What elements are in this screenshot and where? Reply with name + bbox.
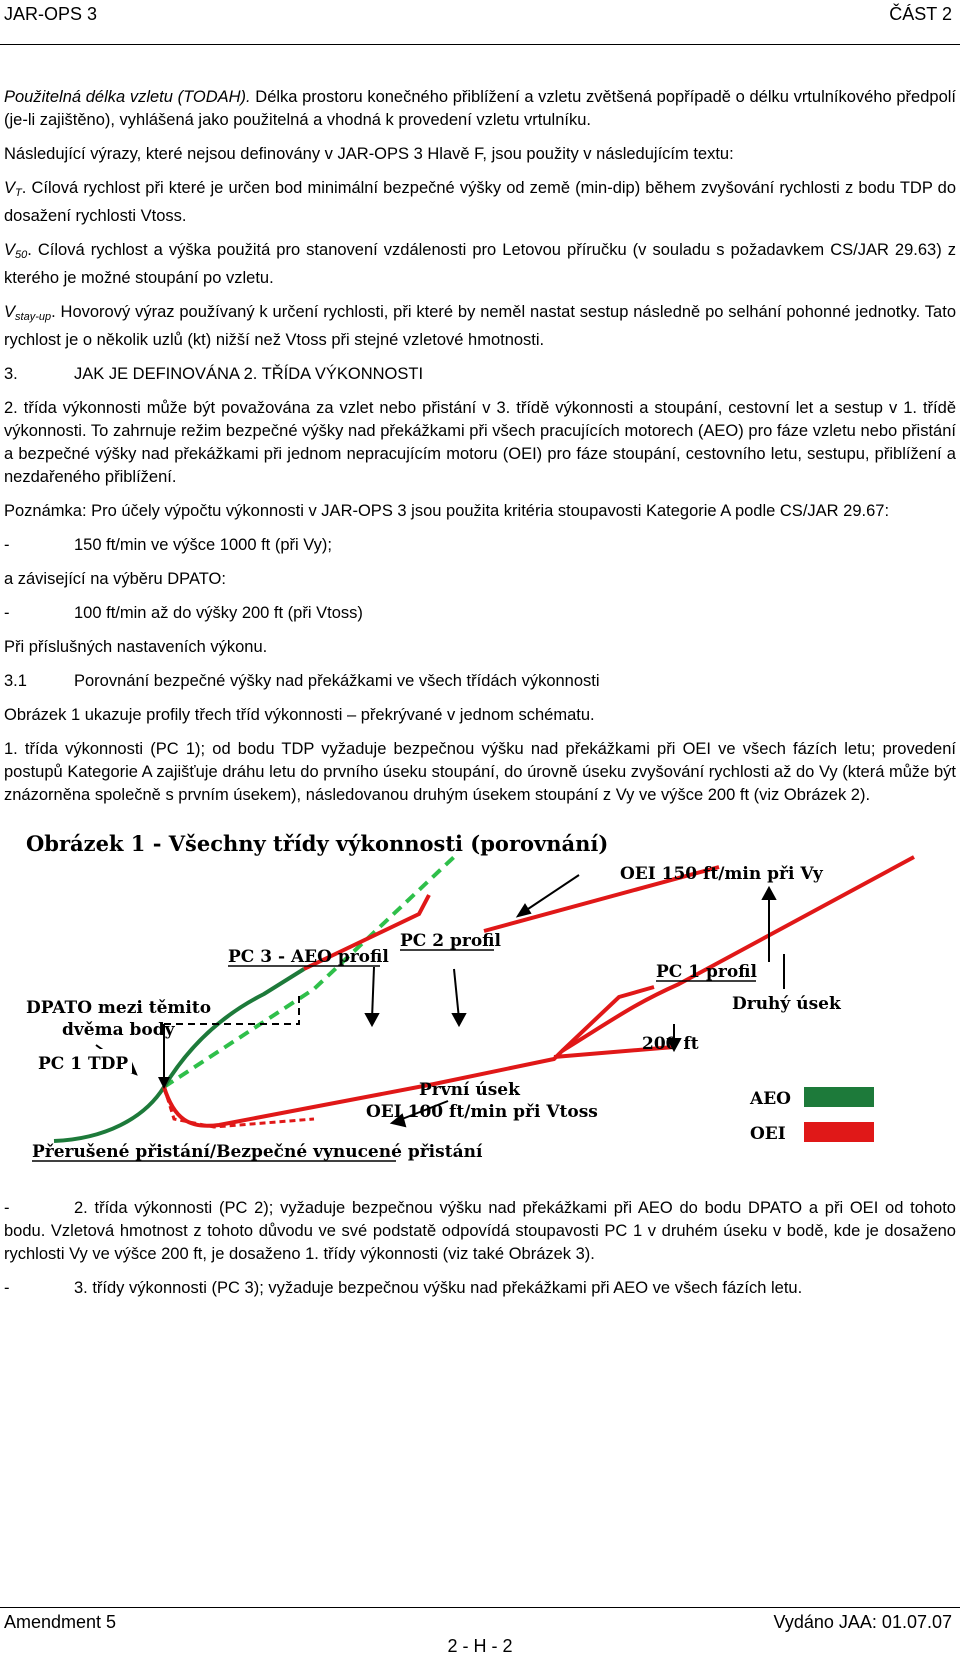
figure-1 bbox=[14, 819, 949, 1179]
bullet-150ft bbox=[4, 534, 956, 557]
page-header bbox=[0, 0, 960, 45]
v50-text: . Cílová rychlost a výška použitá pro stanovení vzdálenosti pro Letovou příručku (v souladu s požadavkem CS/JAR 29.63) z kterého je možné stoupání po vzletu. bbox=[4, 241, 956, 287]
bullet-pc3 bbox=[4, 1277, 956, 1300]
oei-line-pc1-climb bbox=[562, 857, 914, 1051]
label-dpato-2: dvěma body bbox=[62, 1020, 175, 1040]
figure-title: Obrázek 1 - Všechny třídy výkonnosti (porovnání) bbox=[26, 831, 609, 856]
vstay-subscript: stay-up bbox=[15, 311, 52, 323]
label-pc1: PC 1 profil bbox=[656, 962, 757, 982]
section-3-title: JAK JE DEFINOVÁNA 2. TŘÍDA VÝKONNOSTI bbox=[74, 365, 424, 383]
section-3-heading bbox=[4, 363, 956, 386]
power-paragraph: Při příslušných nastaveních výkonu. bbox=[4, 638, 268, 656]
bullet-text: 3. třídy výkonnosti (PC 3); vyžaduje bezpečnou výšku nad překážkami při AEO ve všech fázích letu. bbox=[74, 1279, 803, 1297]
header-doc-code: JAR-OPS 3 bbox=[4, 4, 98, 24]
vt-text: . Cílová rychlost při které je určen bod minimální bezpečné výšky od země (min-dip) během zvyšování rychlosti z bodu TDP do dosažení rychlosti Vtoss. bbox=[4, 179, 956, 225]
legend-aeo-label: AEO bbox=[750, 1089, 791, 1109]
pc1-paragraph: 1. třída výkonnosti (PC 1); od bodu TDP vyžaduje bezpečnou výšku nad překážkami při OEI ve všech fázích letu; provedení postupů Kategorie A zajišťuje dráhu letu do prvního úseku stoupání, do úrovně úseku zvyšování rychlosti až do Vy (která může být znázorněna společně s prvním úsekem), následovanou druhým úsekem stoupání z Vy ve výšce 200 ft (viz Obrázek 2). bbox=[4, 740, 956, 804]
vt-subscript: T bbox=[15, 187, 22, 199]
todah-term: Použitelná délka vzletu (TODAH). bbox=[4, 88, 251, 106]
legend-oei-label: OEI bbox=[750, 1124, 786, 1144]
bullet-100ft bbox=[4, 602, 956, 625]
vt-definition bbox=[4, 177, 956, 228]
figure-1-diagram bbox=[14, 819, 949, 1179]
vt-symbol: V bbox=[4, 179, 16, 197]
vstay-text: . Hovorový výraz používaný k určení rychlosti, při které by neměl nastat sestup následně po selhání pohonné jednotky. Tato rychlost je o několik uzlů (kt) nižší než Vtoss při stejné vzletové hmotnosti. bbox=[4, 303, 956, 349]
section-3-1-heading bbox=[4, 670, 956, 693]
label-druhy-usek: Druhý úsek bbox=[732, 994, 841, 1014]
footer-rule bbox=[0, 1607, 960, 1609]
footer-page-number: 2 - H - 2 bbox=[447, 1636, 513, 1656]
dpato-paragraph: a závisející na výběru DPATO: bbox=[4, 570, 226, 588]
section-3-number: 3. bbox=[4, 365, 18, 383]
fig1-intro-paragraph: Obrázek 1 ukazuje profily třech tříd výkonnosti – překrývané v jednom schématu. bbox=[4, 706, 595, 724]
v50-definition bbox=[4, 239, 956, 290]
pc3-aeo-line bbox=[164, 857, 454, 1087]
label-pc1-tdp: PC 1 TDP bbox=[38, 1054, 129, 1074]
note-paragraph: Poznámka: Pro účely výpočtu výkonnosti v JAR-OPS 3 jsou použita kritéria stoupavosti Kategorie A podle CS/JAR 29.67: bbox=[4, 502, 890, 520]
class2-paragraph: 2. třída výkonnosti může být považována za vzlet nebo přistání v 3. třídě výkonnosti a stoupání, cestovní let a sestup v 1. třídě výkonnosti. To zahrnuje režim bezpečné výšky nad překážkami při všech pracujících motorech (AEO) pro fáze vzletu nebo přistání a bezpečné výšky nad překážkami při jednom nepracujícím motoru (OEI) pro fáze stoupání, cestovního letu, sestupu, přiblížení a nezdařeného přiblížení. bbox=[4, 399, 956, 486]
bullet-dash: - bbox=[4, 1199, 10, 1217]
label-prvni-usek: První úsek bbox=[419, 1080, 520, 1100]
label-oei-100: OEI 100 ft/min při Vtoss bbox=[366, 1102, 598, 1122]
label-rejected: Přerušené přistání/Bezpečné vynucené přistání bbox=[32, 1142, 483, 1162]
bullet-text: 100 ft/min až do výšky 200 ft (při Vtoss) bbox=[74, 604, 363, 622]
label-dpato-1: DPATO mezi těmito bbox=[26, 998, 212, 1018]
label-pc3: PC 3 - AEO profil bbox=[228, 947, 389, 967]
legend-aeo-swatch bbox=[804, 1087, 874, 1107]
bullet-dash: - bbox=[4, 1279, 10, 1297]
label-pc2: PC 2 profil bbox=[400, 931, 501, 951]
bullet-text: 2. třída výkonnosti (PC 2); vyžaduje bezpečnou výšku nad překážkami při AEO do bodu DPATO a při OEI od tohoto bodu. Vzletová hmotnost z tohoto důvodu ve své podstatě odpovídá stoupavosti PC 1 v druhém úseku v bodě, kde je dosaženo rychlosti Vy ve výšce 200 ft, je dosaženo 1. třídy výkonnosti (viz také Obrázek 3). bbox=[4, 1199, 956, 1263]
vstay-symbol: V bbox=[4, 303, 16, 321]
bullet-dash: - bbox=[4, 604, 10, 622]
label-200ft: 200 ft bbox=[642, 1034, 699, 1054]
page-content bbox=[4, 86, 956, 1311]
intro-paragraph: Následující výrazy, které nejsou definovány v JAR-OPS 3 Hlavě F, jsou použity v následujícím textu: bbox=[4, 145, 734, 163]
section-3-1-title: Porovnání bezpečné výšky nad překážkami ve všech třídách výkonnosti bbox=[74, 672, 600, 690]
legend-oei-swatch bbox=[804, 1122, 874, 1142]
v50-symbol: V bbox=[4, 241, 16, 259]
section-3-1-number: 3.1 bbox=[4, 672, 27, 690]
todah-text: Délka prostoru konečného přiblížení a vzletu zvětšená popřípadě o délku vrtulníkového předpolí (je-li zajištěno), vyhlášená jako použitelná a vhodná k provedení vzletu vrtulníku. bbox=[4, 88, 956, 129]
footer-amendment: Amendment 5 bbox=[4, 1612, 117, 1632]
v50-subscript: 50 bbox=[15, 249, 28, 261]
bullet-pc2 bbox=[4, 1197, 956, 1266]
vstay-definition bbox=[4, 301, 956, 352]
bullet-text: 150 ft/min ve výšce 1000 ft (při Vy); bbox=[74, 536, 332, 554]
label-oei-150: OEI 150 ft/min při Vy bbox=[620, 864, 823, 884]
bullet-dash: - bbox=[4, 536, 10, 554]
header-part: ČÁST 2 bbox=[889, 4, 952, 24]
footer-issue-date: Vydáno JAA: 01.07.07 bbox=[773, 1612, 952, 1632]
todah-definition bbox=[4, 86, 956, 132]
